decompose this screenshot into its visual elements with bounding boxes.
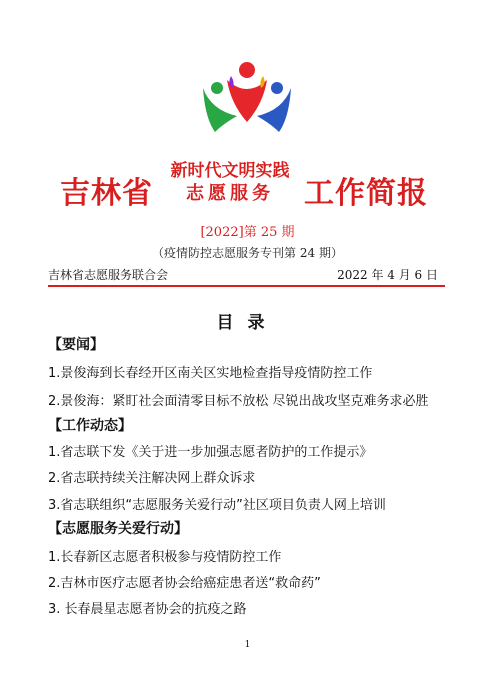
logo	[197, 58, 297, 138]
toc-title: 目录	[216, 313, 279, 333]
toc-section-heading: 【工作动态】	[48, 418, 132, 434]
toc-section-heading: 【志愿服务关爱行动】	[48, 521, 188, 537]
masthead-mid-line1: 新时代文明实践	[170, 161, 290, 181]
publisher: 吉林省志愿服务联合会	[48, 268, 169, 282]
volunteer-logo-icon	[197, 58, 297, 138]
masthead-middle	[170, 160, 290, 206]
toc-item[interactable]: 2.省志联持续关注解决网上群众诉求	[48, 471, 256, 486]
toc-section-heading: 【要闻】	[48, 337, 104, 353]
masthead-province: 吉林省	[60, 176, 153, 211]
page-number: 1	[244, 640, 251, 650]
divider	[48, 285, 445, 287]
toc-item[interactable]: 2.景俊海：紧盯社会面清零目标不放松 尽锐出战攻坚克难务求必胜	[48, 394, 429, 409]
masthead-mid-line2: 志愿服务	[186, 183, 274, 204]
toc-item[interactable]: 1.省志联下发《关于进一步加强志愿者防护的工作提示》	[48, 445, 373, 460]
toc-item[interactable]: 1.景俊海到长春经开区南关区实地检查指导疫情防控工作	[48, 366, 373, 381]
masthead	[0, 158, 495, 218]
toc-item[interactable]: 2.吉林市医疗志愿者协会给癌症患者送“救命药”	[48, 576, 321, 591]
toc-item[interactable]: 3. 长春晨星志愿者协会的抗疫之路	[48, 602, 247, 617]
toc-item[interactable]: 1.长春新区志愿者积极参与疫情防控工作	[48, 550, 282, 565]
special-issue: （疫情防控志愿服务专刊第 24 期）	[152, 246, 343, 260]
issue-number: [2022]第 25 期	[200, 225, 295, 240]
toc-item[interactable]: 3.省志联组织“志愿服务关爱行动”社区项目负责人网上培训	[48, 498, 386, 513]
publish-date: 2022 年 4 月 6 日	[337, 268, 438, 282]
masthead-bulletin: 工作简报	[304, 176, 428, 211]
